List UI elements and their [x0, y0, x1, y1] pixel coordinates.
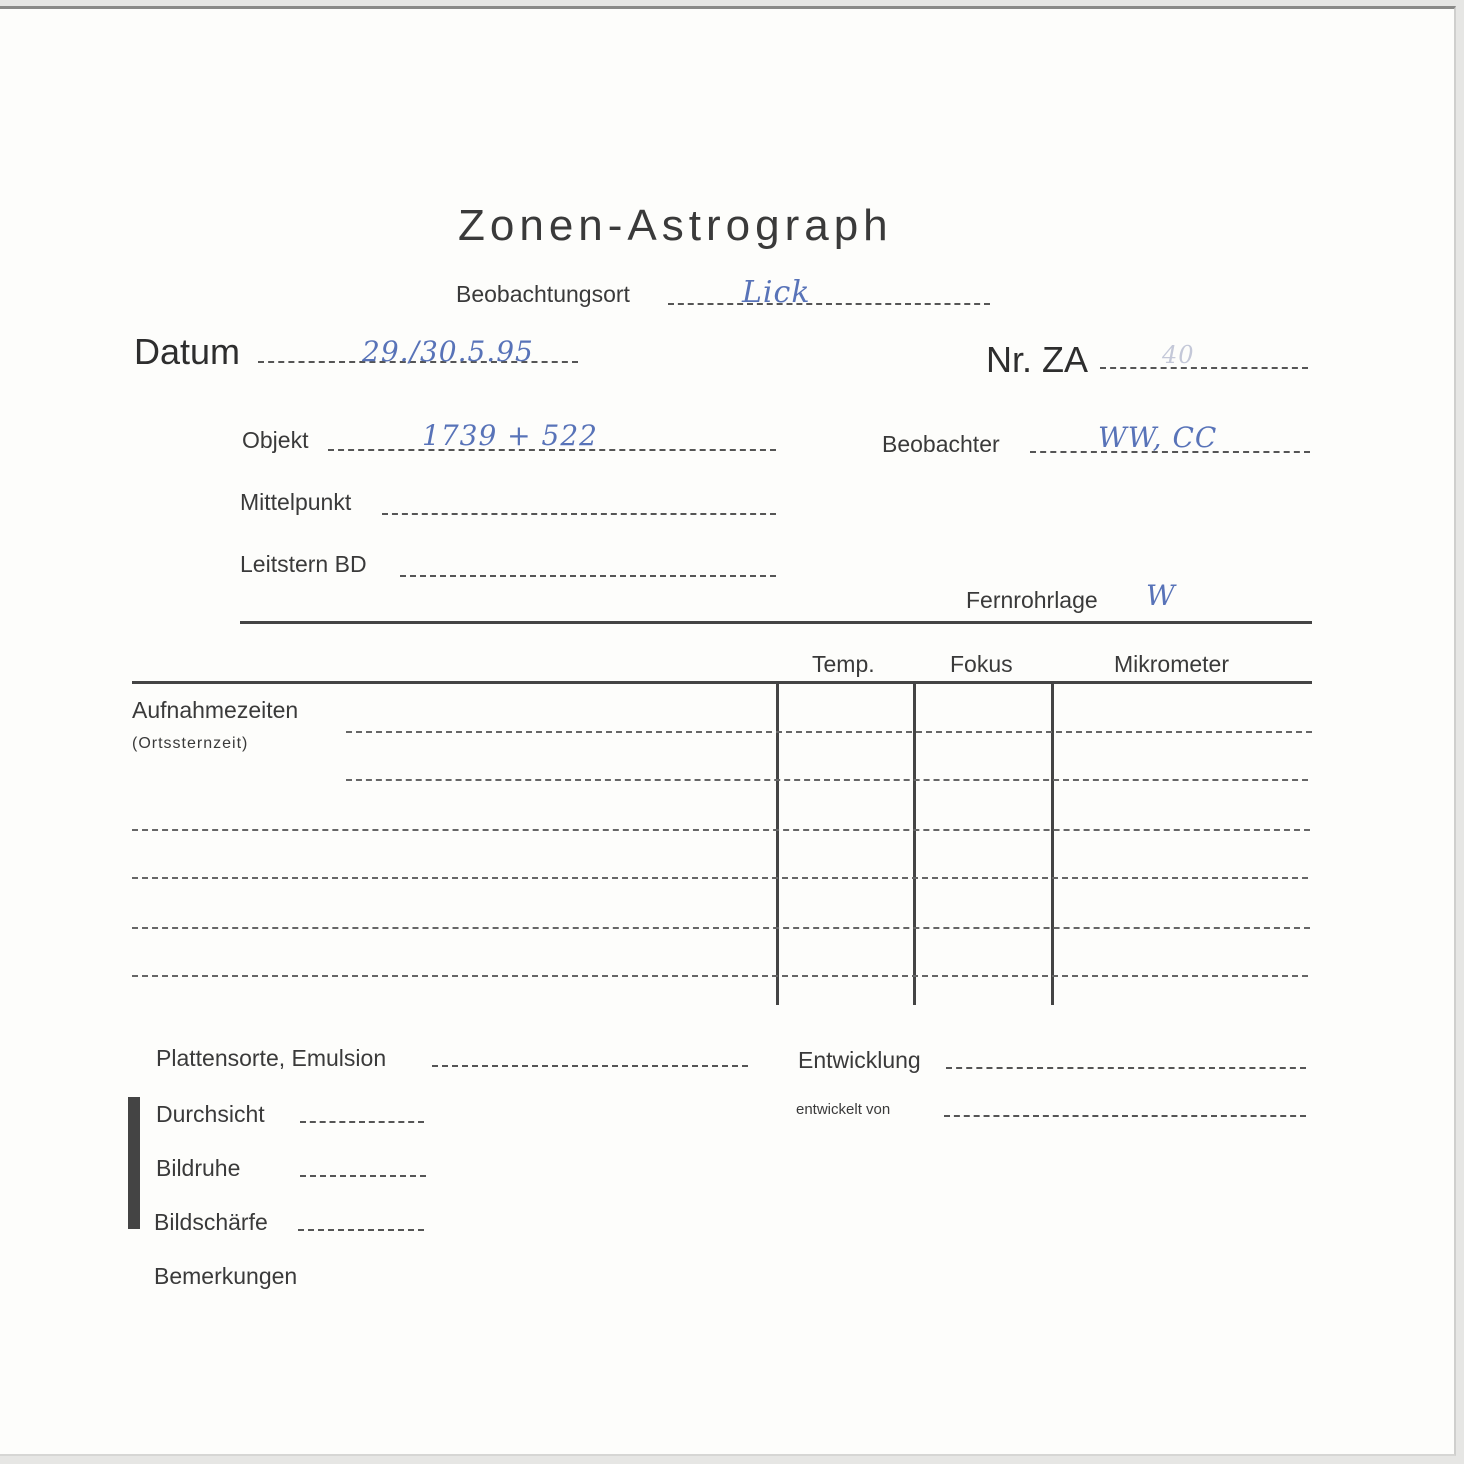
form-title: Zonen-Astrograph	[458, 201, 893, 250]
nr-za-line	[1100, 367, 1308, 369]
objekt-value[interactable]: 1739 + 522	[422, 419, 598, 452]
beobachter-value[interactable]: WW, CC	[1098, 421, 1218, 454]
section-divider-top	[240, 621, 1312, 624]
bildschaerfe-line	[298, 1229, 424, 1231]
entwicklung-label: Entwicklung	[798, 1047, 921, 1073]
objekt-label: Objekt	[242, 427, 309, 453]
table-row[interactable]	[132, 877, 1308, 879]
column-header-fokus: Fokus	[950, 651, 1013, 677]
fernrohrlage-value[interactable]: W	[1146, 579, 1176, 612]
fernrohrlage-label: Fernrohrlage	[966, 587, 1098, 613]
mittelpunkt-label: Mittelpunkt	[240, 489, 352, 515]
table-header-rule	[132, 681, 1312, 684]
datum-value[interactable]: 29./30.5.95	[362, 335, 534, 368]
quality-marker-bar	[128, 1097, 140, 1229]
beobachtungsort-value[interactable]: Lick	[742, 275, 811, 310]
column-header-mikrometer: Mikrometer	[1114, 651, 1230, 677]
bildruhe-line	[300, 1175, 426, 1177]
beobachtungsort-line	[668, 303, 990, 305]
durchsicht-line	[300, 1121, 424, 1123]
bildruhe-label: Bildruhe	[156, 1155, 241, 1181]
table-row[interactable]	[346, 731, 1312, 733]
aufnahmezeiten-label: Aufnahmezeiten	[132, 697, 299, 723]
leitstern-line	[400, 575, 776, 577]
entwickelt-von-line	[944, 1115, 1306, 1117]
beobachtungsort-label: Beobachtungsort	[456, 281, 630, 307]
table-row[interactable]	[132, 975, 1308, 977]
nr-za-label: Nr. ZA	[986, 339, 1089, 380]
table-row[interactable]	[132, 927, 1310, 929]
mittelpunkt-line	[382, 513, 776, 515]
beobachter-label: Beobachter	[882, 431, 1000, 457]
entwickelt-von-label: entwickelt von	[796, 1101, 891, 1118]
plattensorte-line	[432, 1065, 748, 1067]
column-header-temp: Temp.	[812, 651, 875, 677]
bemerkungen-label: Bemerkungen	[154, 1263, 298, 1289]
entwicklung-line	[946, 1067, 1306, 1069]
durchsicht-label: Durchsicht	[156, 1101, 265, 1127]
record-card	[0, 6, 1456, 1456]
plattensorte-label: Plattensorte, Emulsion	[156, 1045, 387, 1071]
nr-za-value[interactable]: 40	[1162, 341, 1195, 369]
ortssternzeit-label: (Ortssternzeit)	[132, 735, 249, 752]
leitstern-label: Leitstern BD	[240, 551, 367, 577]
datum-label: Datum	[134, 331, 241, 372]
table-row[interactable]	[132, 829, 1310, 831]
table-row[interactable]	[346, 779, 1308, 781]
bildschaerfe-label: Bildschärfe	[154, 1209, 268, 1235]
